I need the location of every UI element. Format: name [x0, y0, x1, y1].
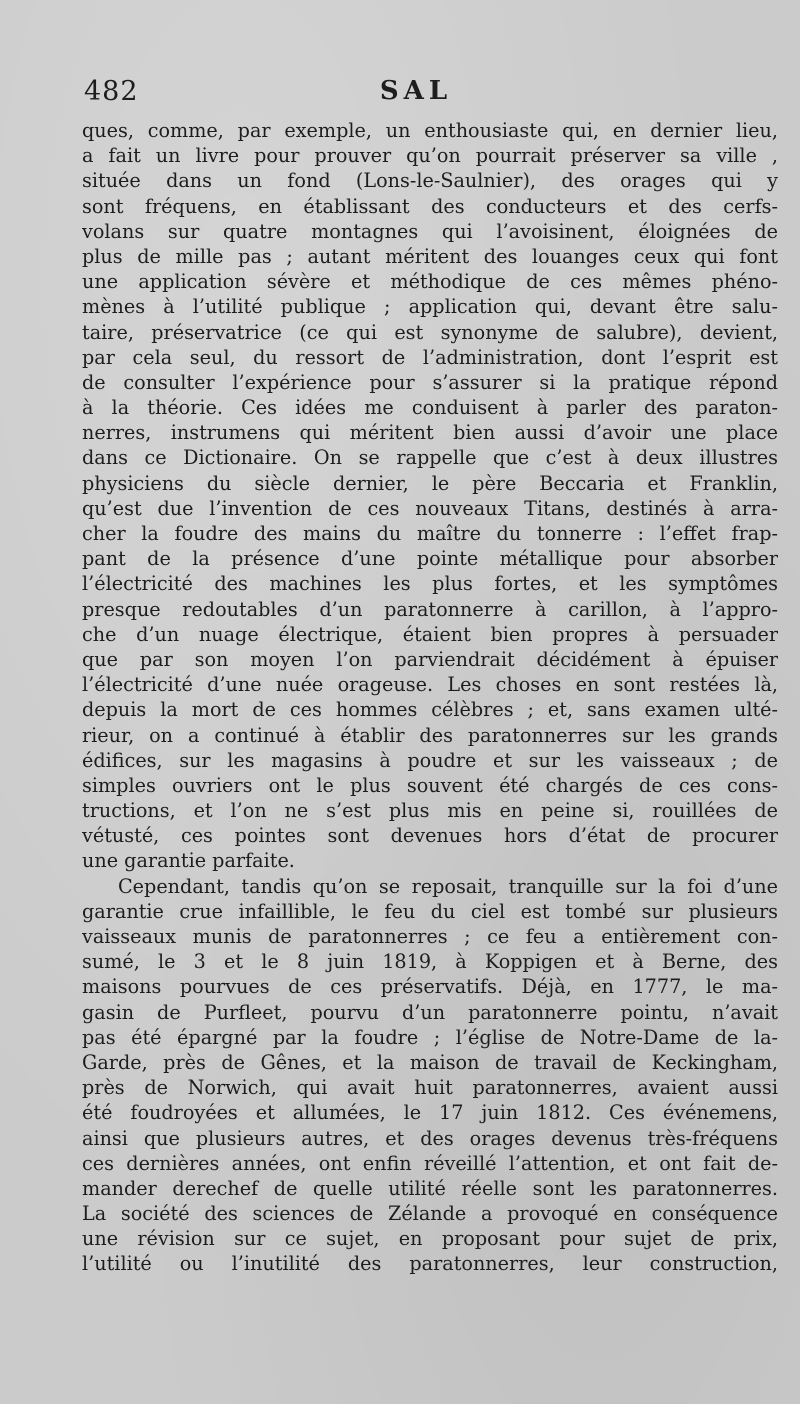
- text-line: depuis la mort de ces hommes célèbres ; et, sans examen ulté-: [82, 698, 778, 722]
- text-line: gasin de Purfleet, pourvu d’un paratonnerre pointu, n’avait: [82, 1000, 778, 1024]
- text-line: une révision sur ce sujet, en proposant pour sujet de prix,: [82, 1227, 778, 1251]
- text-line: l’électricité des machines les plus fortes, et les symptômes: [82, 572, 778, 596]
- text-line: à la théorie. Ces idées me conduisent à parler des paraton-: [82, 396, 778, 420]
- text-line: pas été épargné par la foudre ; l’église de Notre-Dame de la-: [82, 1025, 778, 1049]
- text-line: que par son moyen l’on parviendrait décidément à épuiser: [82, 647, 778, 671]
- text-line: rieur, on a continué à établir des paratonnerres sur les grands: [82, 723, 778, 747]
- text-line: maisons pourvues de ces préservatifs. Déjà, en 1777, le ma-: [82, 975, 778, 999]
- text-line: par cela seul, du ressort de l’administration, dont l’esprit est: [82, 345, 778, 369]
- text-line: l’utilité ou l’inutilité des paratonnerres, leur construction,: [82, 1252, 778, 1276]
- text-line: ques, comme, par exemple, un enthousiaste qui, en dernier lieu,: [82, 119, 778, 142]
- text-line: La société des sciences de Zélande a provoqué en conséquence: [82, 1202, 778, 1226]
- page-header: [84, 76, 748, 110]
- text-line: volans sur quatre montagnes qui l’avoisinent, éloignées de: [82, 219, 778, 243]
- text-line: a fait un livre pour prouver qu’on pourrait préserver sa ville ,: [82, 144, 778, 168]
- running-head: SAL: [379, 76, 453, 106]
- text-line: qu’est due l’invention de ces nouveaux Titans, destinés à arra-: [82, 496, 778, 520]
- page-number: 482: [84, 76, 139, 107]
- text-line: été foudroyées et allumées, le 17 juin 1812. Ces événemens,: [82, 1101, 778, 1125]
- text-line: une garantie parfaite.: [82, 849, 295, 873]
- text-line: située dans un fond (Lons-le-Saulnier), des orages qui y: [82, 169, 778, 193]
- text-line: une application sévère et méthodique de ces mêmes phéno-: [82, 270, 778, 294]
- text-line: l’électricité d’une nuée orageuse. Les choses en sont restées là,: [82, 673, 778, 697]
- text-line: mènes à l’utilité publique ; application qui, devant être salu-: [82, 295, 778, 319]
- text-line: dans ce Dictionaire. On se rappelle que c’est à deux illustres: [82, 446, 778, 470]
- text-line: édifices, sur les magasins à poudre et sur les vaisseaux ; de: [82, 748, 778, 772]
- text-line: Cependant, tandis qu’on se reposait, tranquille sur la foi d’une: [118, 874, 778, 898]
- text-line: de consulter l’expérience pour s’assurer si la pratique répond: [82, 370, 778, 394]
- text-line: près de Norwich, qui avait huit paratonnerres, avaient aussi: [82, 1076, 778, 1100]
- text-line: che d’un nuage électrique, étaient bien propres à persuader: [82, 622, 778, 646]
- text-line: cher la foudre des mains du maître du tonnerre : l’effet frap-: [82, 522, 778, 545]
- text-line: ces dernières années, ont enfin réveillé l’attention, et ont fait de-: [82, 1151, 778, 1175]
- text-line: ainsi que plusieurs autres, et des orages devenus très-fréquens: [82, 1126, 778, 1150]
- text-line: pant de la présence d’une pointe métallique pour absorber: [82, 547, 778, 571]
- text-line: sumé, le 3 et le 8 juin 1819, à Koppigen et à Berne, des: [82, 950, 778, 974]
- text-line: vaisseaux munis de paratonnerres ; ce feu a entièrement con-: [82, 925, 778, 948]
- text-line: vétusté, ces pointes sont devenues hors d’état de procurer: [82, 824, 778, 848]
- text-line: sont fréquens, en établissant des conducteurs et des cerfs-: [82, 194, 778, 218]
- text-line: nerres, instrumens qui méritent bien aussi d’avoir une place: [82, 421, 778, 445]
- text-line: garantie crue infaillible, le feu du ciel est tombé sur plusieurs: [82, 899, 778, 923]
- text-line: taire, préservatrice (ce qui est synonyme de salubre), devient,: [82, 320, 778, 344]
- text-line: plus de mille pas ; autant méritent des louanges ceux qui font: [82, 244, 778, 268]
- text-line: presque redoutables d’un paratonnerre à carillon, à l’appro-: [82, 597, 778, 621]
- text-line: simples ouvriers ont le plus souvent été chargés de ces cons-: [82, 773, 778, 797]
- text-line: Garde, près de Gênes, et la maison de travail de Keckingham,: [82, 1050, 778, 1074]
- text-line: physiciens du siècle dernier, le père Beccaria et Franklin,: [82, 471, 778, 495]
- body-text: [82, 118, 778, 1277]
- text-line: mander derechef de quelle utilité réelle sont les paratonnerres.: [82, 1176, 778, 1200]
- text-line: tructions, et l’on ne s’est plus mis en peine si, rouillées de: [82, 799, 778, 823]
